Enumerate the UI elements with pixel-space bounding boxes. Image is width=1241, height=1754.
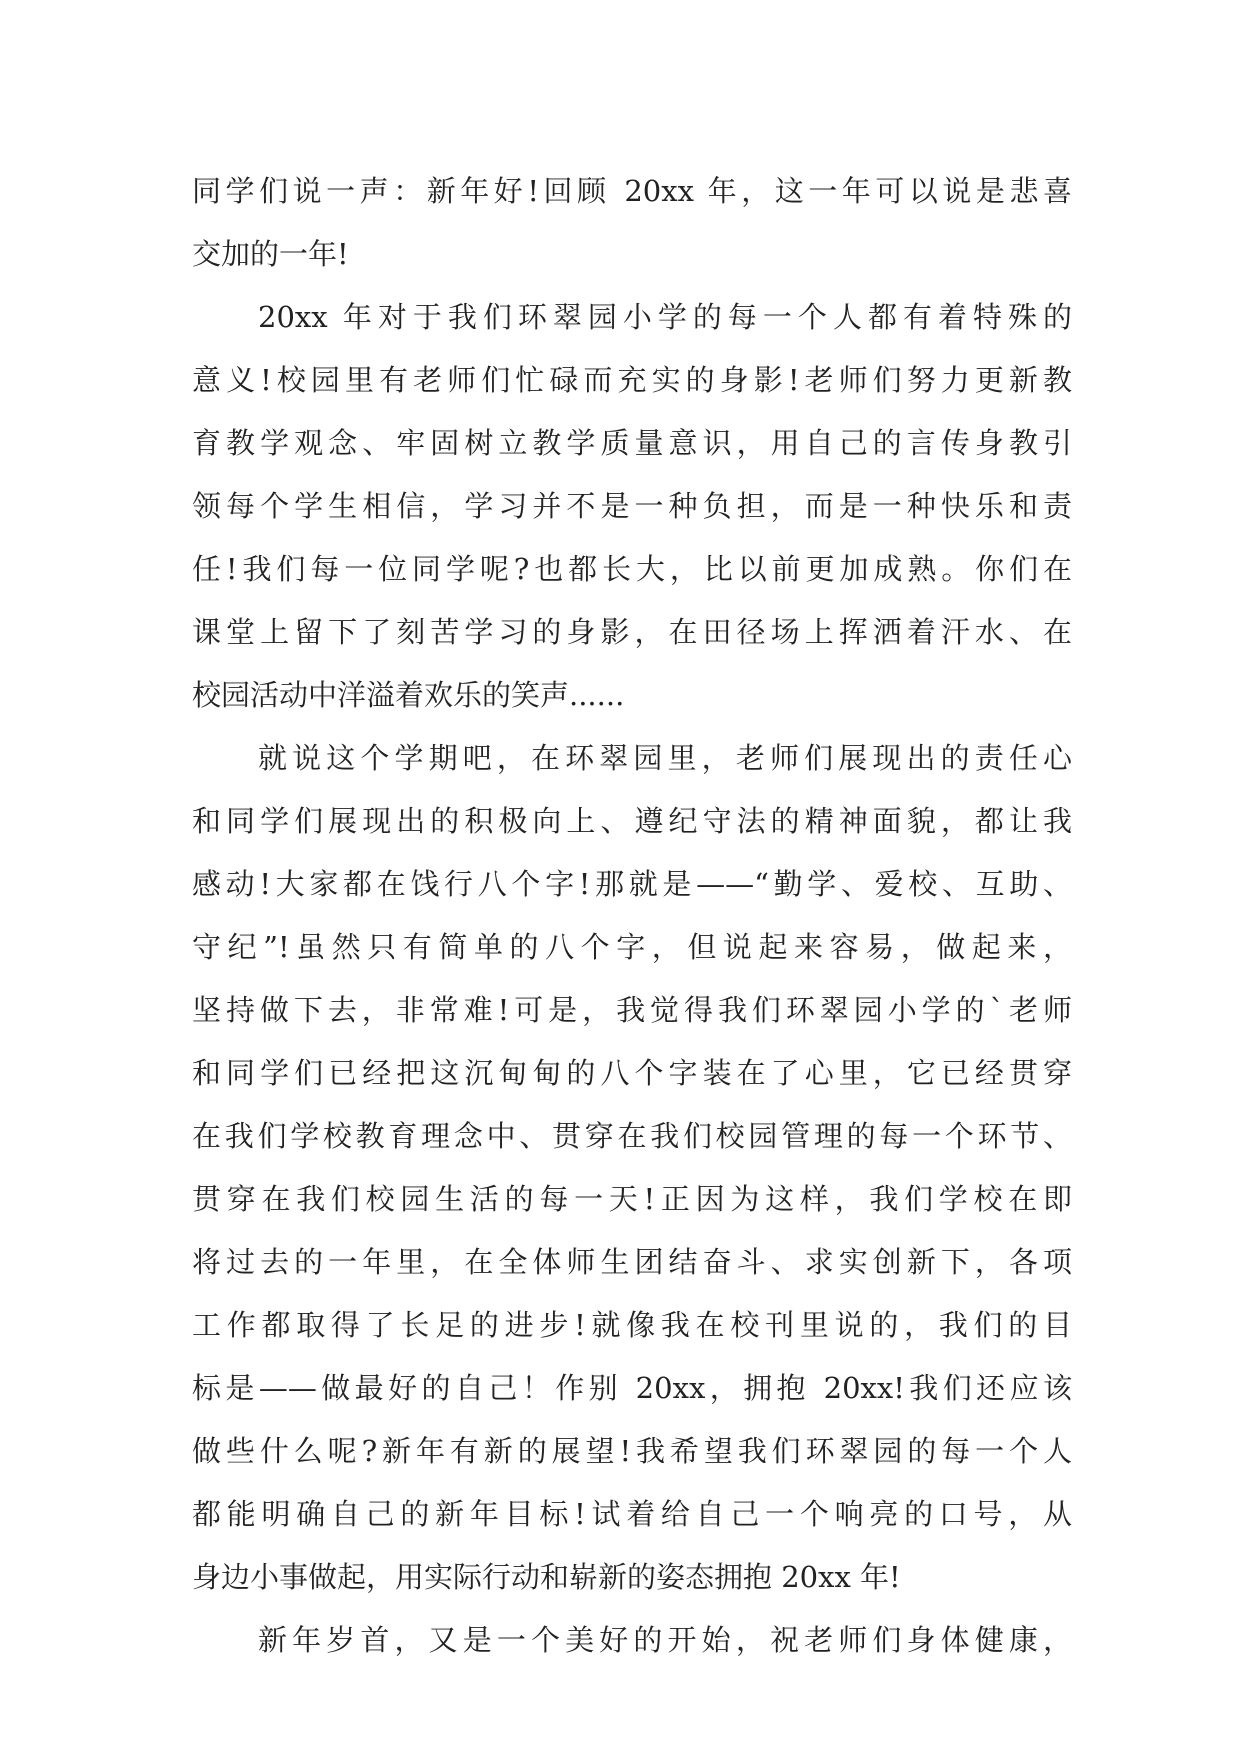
text-line: 贯穿在我们校园生活的每一天!正因为这样，我们学校在即 xyxy=(192,1182,1072,1216)
text-line: 意义!校园里有老师们忙碌而充实的身影!老师们努力更新教 xyxy=(192,363,1072,397)
text-line: 20xx 年对于我们环翠园小学的每一个人都有着特殊的 xyxy=(258,300,1072,334)
text-line: 课堂上留下了刻苦学习的身影，在田径场上挥洒着汗水、在 xyxy=(192,615,1072,649)
text-line: 坚持做下去，非常难!可是，我觉得我们环翠园小学的`老师 xyxy=(192,993,1072,1027)
text-line: 工作都取得了长足的进步!就像我在校刊里说的，我们的目 xyxy=(192,1308,1072,1342)
text-line: 任!我们每一位同学呢?也都长大，比以前更加成熟。你们在 xyxy=(192,552,1072,586)
paragraph xyxy=(192,727,1072,1609)
text-line: 感动!大家都在饯行八个字!那就是——“勤学、爱校、互助、 xyxy=(192,867,1072,901)
paragraph xyxy=(192,160,1072,286)
document-body xyxy=(192,160,1072,1672)
text-line: 守纪”!虽然只有简单的八个字，但说起来容易，做起来， xyxy=(192,930,1072,964)
text-line: 标是——做最好的自己！作别 20xx，拥抱 20xx!我们还应该 xyxy=(192,1371,1072,1405)
text-line: 就说这个学期吧，在环翠园里，老师们展现出的责任心 xyxy=(258,741,1072,775)
text-line: 将过去的一年里，在全体师生团结奋斗、求实创新下，各项 xyxy=(192,1245,1072,1279)
text-line: 都能明确自己的新年目标!试着给自己一个响亮的口号，从 xyxy=(192,1497,1072,1531)
text-line: 做些什么呢?新年有新的展望!我希望我们环翠园的每一个人 xyxy=(192,1434,1072,1468)
paragraph xyxy=(192,286,1072,727)
text-line: 育教学观念、牢固树立教学质量意识，用自己的言传身教引 xyxy=(192,426,1072,460)
paragraph xyxy=(192,1609,1072,1672)
text-line: 校园活动中洋溢着欢乐的笑声...... xyxy=(192,678,625,712)
text-line: 交加的一年! xyxy=(192,237,349,271)
text-line: 和同学们展现出的积极向上、遵纪守法的精神面貌，都让我 xyxy=(192,804,1072,838)
text-line: 身边小事做起，用实际行动和崭新的姿态拥抱 20xx 年! xyxy=(192,1560,901,1594)
text-line: 在我们学校教育理念中、贯穿在我们校园管理的每一个环节、 xyxy=(192,1119,1072,1153)
text-line: 和同学们已经把这沉甸甸的八个字装在了心里，它已经贯穿 xyxy=(192,1056,1072,1090)
text-line: 同学们说一声：新年好!回顾 20xx 年，这一年可以说是悲喜 xyxy=(192,174,1072,208)
text-line: 领每个学生相信，学习并不是一种负担，而是一种快乐和责 xyxy=(192,489,1072,523)
text-line: 新年岁首，又是一个美好的开始，祝老师们身体健康， xyxy=(258,1623,1072,1657)
